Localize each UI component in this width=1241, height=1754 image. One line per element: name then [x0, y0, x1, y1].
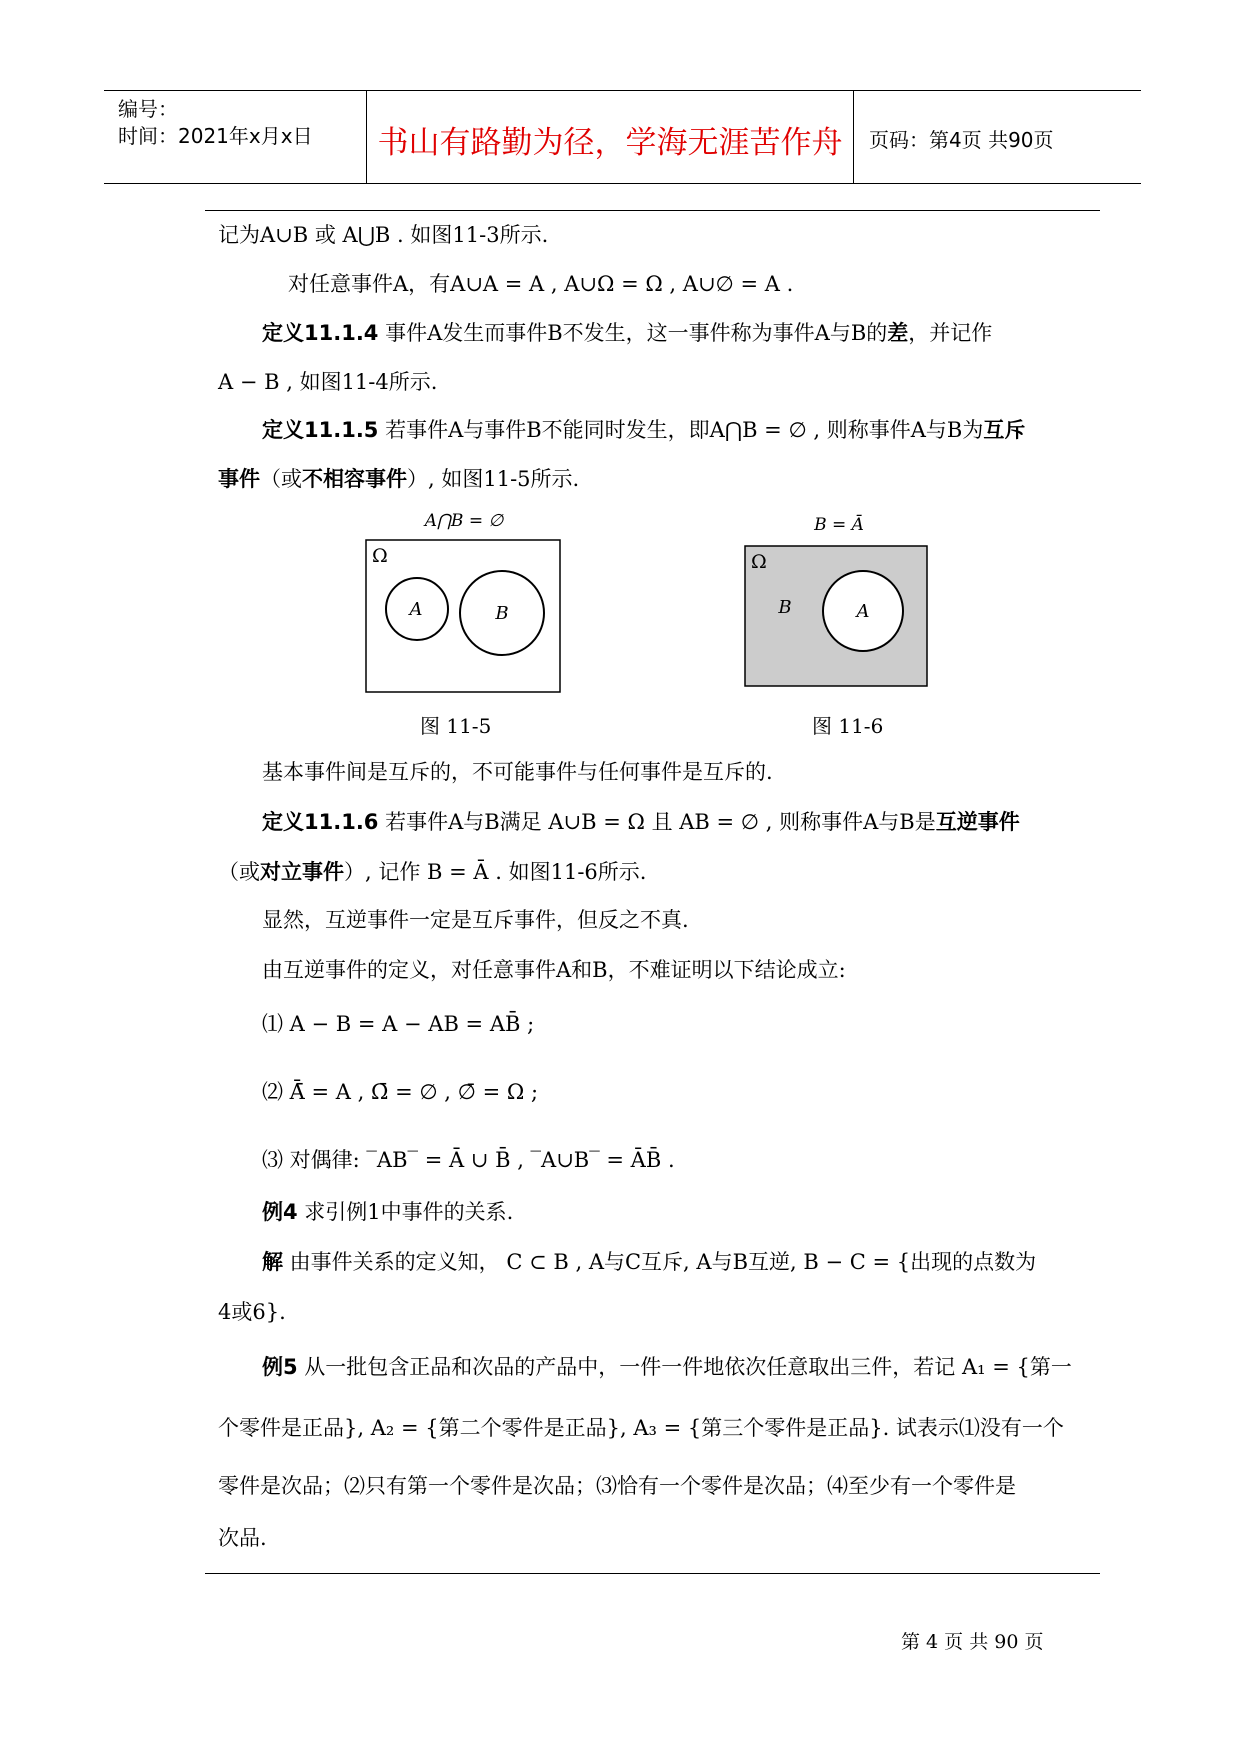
fig5-omega: Ω [372, 545, 388, 567]
header-top-rule [104, 90, 1141, 91]
text-line-20: 零件是次品；⑵只有第一个零件是次品；⑶恰有一个零件是次品；⑷至少有一个零件是 [218, 1474, 1016, 1498]
definition-text: 若事件A与B满足 A∪B = Ω 且 AB = ∅ , 则称事件A与B是 [378, 810, 936, 834]
definition-11-1-5 [262, 418, 1025, 443]
definition-label: 定义11.1.5 [262, 418, 379, 442]
fig5-title: A⋂B = ∅ [424, 511, 504, 531]
fig5-label-b: B [495, 603, 509, 624]
text-line-4: A − B , 如图11-4所示. [218, 370, 438, 394]
text-line-9 [218, 860, 646, 885]
serial-label: 编号： [118, 97, 178, 121]
definition-tail: ，并记作 [908, 321, 993, 345]
header-bottom-rule [104, 183, 1141, 184]
example-4 [262, 1200, 513, 1225]
header-motto: 书山有路勤为径，学海无涯苦作舟 [377, 125, 843, 161]
formula-2: ⑵ Ā̄ = A , Ω̄ = ∅ , ∅̄ = Ω ; [262, 1080, 539, 1104]
example-label: 例4 [262, 1200, 298, 1224]
term-difference: 差 [887, 321, 909, 345]
definition-text: 若事件A与事件B不能同时发生，即A⋂B = ∅ , 则称事件A与B为 [378, 418, 984, 442]
term-opposite: 对立事件 [260, 860, 344, 884]
body-bottom-rule [205, 1573, 1100, 1574]
text-line-19: 个零件是正品}, A₂ = {第二个零件是正品}, A₃ = {第三个零件是正品}. 试表示⑴没有一个 [218, 1416, 1064, 1440]
text-line-6 [218, 467, 579, 492]
example-5 [262, 1355, 1072, 1380]
term-mutually-exclusive: 互斥 [983, 418, 1026, 442]
formula-1: ⑴ A − B = A − AB = AB̄ ; [262, 1012, 535, 1036]
solution-text: 由事件关系的定义知， C ⊂ B , A与C互斥, A与B互逆, B − C = {出现的点数为 [283, 1250, 1037, 1274]
fig5-label-a: A [409, 599, 423, 620]
line-tail: ）, 记作 B = Ā . 如图11-6所示. [344, 860, 647, 884]
footer-page-number: 第 4 页 共 90 页 [901, 1631, 1044, 1653]
definition-label: 定义11.1.4 [262, 321, 379, 345]
definition-text: 事件A发生而事件B不发生，这一事件称为事件A与B的 [378, 321, 888, 345]
example-label: 例5 [262, 1355, 298, 1379]
paren-open: （或 [260, 467, 302, 491]
fig6-omega: Ω [751, 551, 767, 573]
body-top-rule [205, 210, 1100, 211]
term-complementary: 互逆事件 [935, 810, 1020, 834]
figure-11-6 [743, 512, 938, 694]
time-label: 时间：2021年x月x日 [118, 124, 313, 148]
header-divider-left [366, 90, 367, 183]
fig6-label-b: B [778, 597, 792, 618]
figure-11-5 [360, 508, 570, 693]
fig5-caption: 图 11-5 [420, 714, 492, 738]
solution-label: 解 [262, 1250, 283, 1274]
definition-11-1-6 [262, 810, 1020, 835]
text-line-1: 记为A∪B 或 A⋃B . 如图11-3所示. [218, 223, 549, 247]
example-text: 求引例1中事件的关系. [297, 1200, 514, 1224]
formula-3: ⑶ 对偶律: ‾AB‾ = Ā ∪ B̄ , ‾A∪B‾ = ĀB̄ . [262, 1148, 675, 1172]
solution [262, 1250, 1036, 1275]
fig5-sample-space [366, 540, 560, 692]
text-line-2: 对任意事件A，有A∪A = A , A∪Ω = Ω , A∪∅ = A . [288, 272, 794, 296]
term-incompatible: 不相容事件 [302, 467, 407, 491]
text-line-21: 次品. [218, 1526, 267, 1550]
text-line-10: 显然，互逆事件一定是互斥事件，但反之不真. [262, 908, 689, 932]
text-line-17: 4或6}. [218, 1300, 286, 1324]
definition-11-1-4 [262, 321, 992, 346]
line-tail: ）, 如图11-5所示. [407, 467, 580, 491]
definition-label: 定义11.1.6 [262, 810, 379, 834]
text-line-7: 基本事件间是互斥的，不可能事件与任何事件是互斥的. [262, 760, 773, 784]
text-line-11: 由互逆事件的定义，对任意事件A和B，不难证明以下结论成立: [262, 958, 846, 982]
header-divider-right [853, 90, 854, 183]
example-text: 从一批包含正品和次品的产品中，一件一件地依次任意取出三件，若记 A₁ = {第一 [297, 1355, 1072, 1379]
paren-open: （或 [218, 860, 260, 884]
fig6-title: B = Ā [814, 515, 864, 535]
fig6-caption: 图 11-6 [812, 714, 884, 738]
page-label: 页码：第4页 共90页 [869, 128, 1054, 152]
term-event: 事件 [218, 467, 260, 491]
fig6-label-a: A [856, 601, 870, 622]
